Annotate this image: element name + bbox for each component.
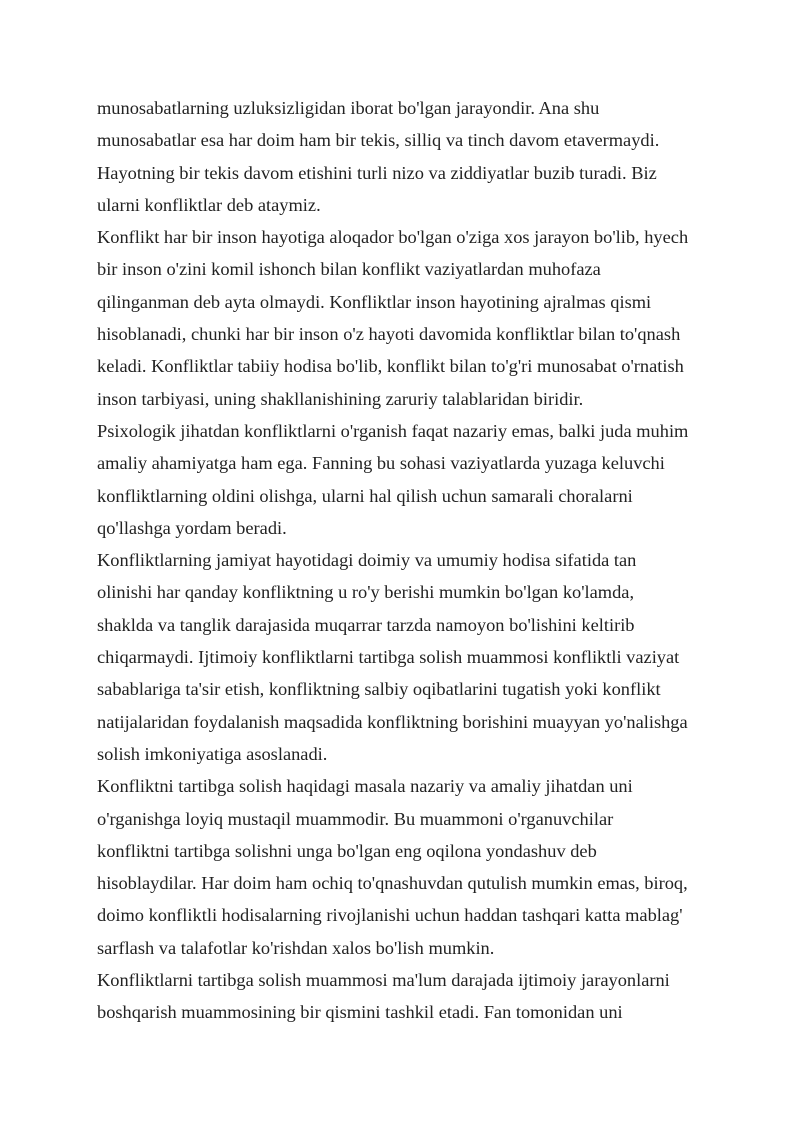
text-line: qo'llashga yordam beradi. (97, 517, 287, 538)
text-line: keladi. Konfliktlar tabiiy hodisa bo'lib, konflikt bilan to'g'ri munosabat o'rnatish (97, 356, 684, 377)
text-line: Konflikt har bir inson hayotiga aloqador bo'lgan o'ziga xos jarayon bo'lib, hyech (97, 227, 689, 248)
text-line: doimo konfliktli hodisalarning rivojlanishi uchun haddan tashqari katta mablag' (97, 905, 683, 926)
text-line: Konfliktlarning jamiyat hayotidagi doimiy va umumiy hodisa sifatida tan (97, 550, 637, 571)
text-line: boshqarish muammosining bir qismini tashkil etadi. Fan tomonidan uni (97, 1002, 623, 1023)
text-line: Konfliktlarni tartibga solish muammosi ma'lum darajada ijtimoiy jarayonlarni (97, 970, 670, 991)
text-line: Psixologik jihatdan konfliktlarni o'rganish faqat nazariy emas, balki juda muhim (97, 420, 689, 441)
text-line: chiqarmaydi. Ijtimoiy konfliktlarni tartibga solish muammosi konfliktli vaziyat (97, 647, 680, 668)
text-line: solish imkoniyatiga asoslanadi. (97, 743, 328, 764)
text-line: munosabatlar esa har doim ham bir tekis, silliq va tinch davom etavermaydi. (97, 130, 660, 151)
text-line: Konfliktni tartibga solish haqidagi masala nazariy va amaliy jihatdan uni (97, 776, 633, 797)
text-line: konfliktni tartibga solishni unga bo'lgan eng oqilona yondashuv deb (97, 840, 597, 861)
text-line: qilinganman deb ayta olmaydi. Konfliktlar inson hayotining ajralmas qismi (97, 291, 652, 312)
text-line: ularni konfliktlar deb ataymiz. (97, 194, 321, 215)
text-line: sarflash va talafotlar ko'rishdan xalos bo'lish mumkin. (97, 937, 495, 958)
text-line: sabablariga ta'sir etish, konfliktning salbiy oqibatlarini tugatish yoki konflikt (97, 679, 661, 700)
body-text (97, 92, 717, 1029)
text-line: shaklda va tanglik darajasida muqarrar tarzda namoyon bo'lishini keltirib (97, 614, 635, 635)
text-line: konfliktlarning oldini olishga, ularni hal qilish uchun samarali choralarni (97, 485, 633, 506)
text-line: Hayotning bir tekis davom etishini turli nizo va ziddiyatlar buzib turadi. Biz (97, 162, 657, 183)
text-line: o'rganishga loyiq mustaqil muammodir. Bu muammoni o'rganuvchilar (97, 808, 614, 829)
text-line: olinishi har qanday konfliktning u ro'y berishi mumkin bo'lgan ko'lamda, (97, 582, 635, 603)
text-line: amaliy ahamiyatga ham ega. Fanning bu sohasi vaziyatlarda yuzaga keluvchi (97, 453, 665, 474)
text-line: bir inson o'zini komil ishonch bilan konflikt vaziyatlardan muhofaza (97, 259, 601, 280)
text-line: natijalaridan foydalanish maqsadida konfliktning borishini muayyan yo'nalishga (97, 711, 688, 732)
text-line: inson tarbiyasi, uning shakllanishining zaruriy talablaridan biridir. (97, 388, 584, 409)
text-line: munosabatlarning uzluksizligidan iborat bo'lgan jarayondir. Ana shu (97, 98, 600, 118)
text-line: hisoblanadi, chunki har bir inson o'z hayoti davomida konfliktlar bilan to'qnash (97, 324, 681, 345)
text-line: hisoblaydilar. Har doim ham ochiq to'qnashuvdan qutulish mumkin emas, biroq, (97, 873, 688, 894)
